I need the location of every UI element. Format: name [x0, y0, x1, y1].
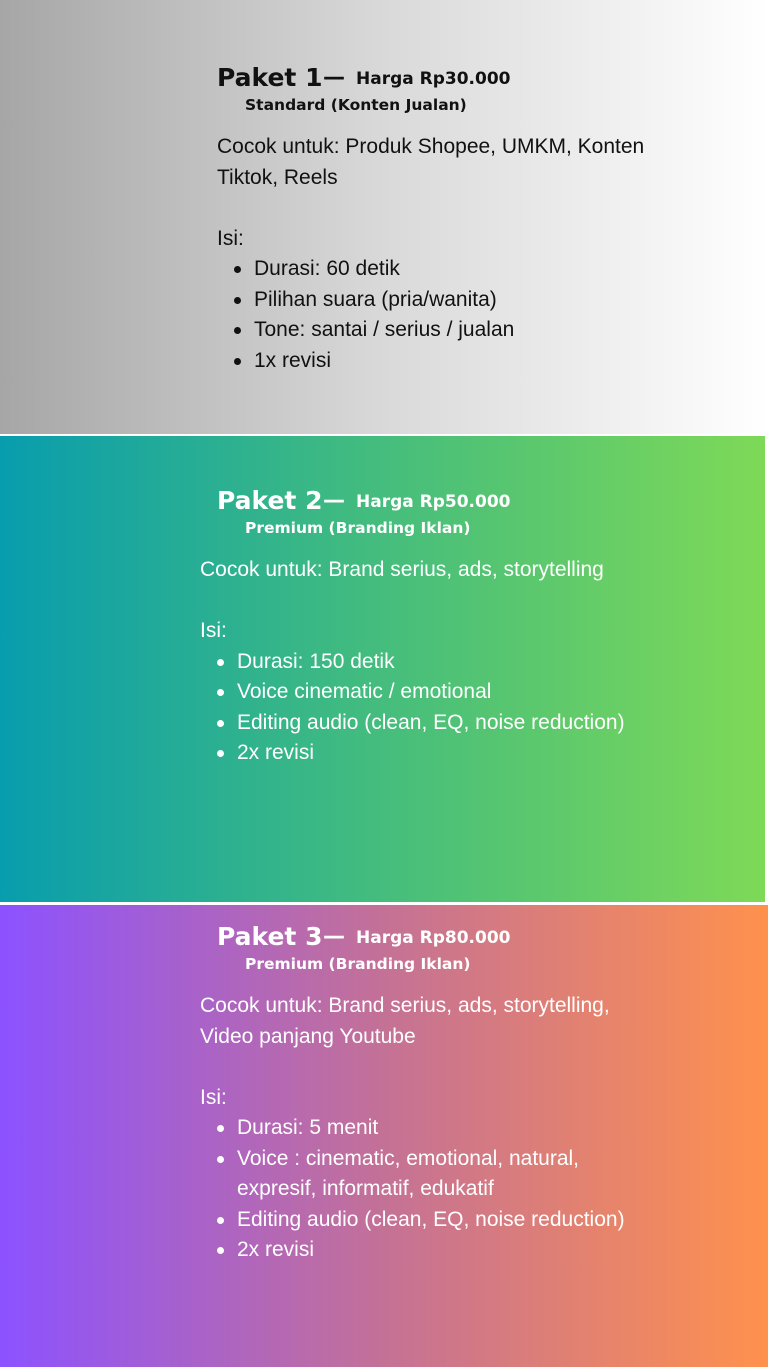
bullet-icon — [234, 266, 241, 273]
feature-text: Durasi: 60 detik — [254, 257, 400, 280]
feature-text: Voice cinematic / emotional — [237, 680, 492, 703]
bullet-icon — [217, 1217, 224, 1224]
package-heading — [217, 483, 640, 539]
contents-label: Isi: — [200, 1085, 227, 1109]
feature-item — [254, 315, 657, 346]
package-tier: Standard (Konten Jualan) — [245, 96, 467, 114]
feature-text: Voice : cinematic, emotional, natural, expresif, informatif, edukatif — [237, 1146, 580, 1200]
package-name: Paket 1 — [217, 63, 323, 92]
feature-text: Editing audio (clean, EQ, noise reduction) — [237, 1207, 625, 1231]
feature-list — [217, 254, 657, 376]
feature-item — [237, 677, 640, 708]
feature-item — [237, 1113, 640, 1144]
package-name: Paket 2 — [217, 486, 323, 515]
feature-text: Pilihan suara (pria/wanita) — [254, 287, 497, 311]
feature-item — [254, 346, 657, 377]
bullet-icon — [234, 358, 241, 365]
package-tier: Premium (Branding Iklan) — [245, 955, 471, 973]
bullet-icon — [217, 750, 224, 757]
suitable-for-text: Cocok untuk: Brand serius, ads, storytelling, Video panjang Youtube — [200, 994, 610, 1048]
package-heading — [217, 919, 640, 975]
bullet-icon — [217, 1156, 224, 1163]
package-price: Harga Rp80.000 — [356, 928, 511, 948]
package-price: Harga Rp50.000 — [356, 492, 511, 512]
package-content — [200, 483, 640, 769]
bullet-icon — [217, 720, 224, 727]
feature-item — [237, 708, 640, 739]
feature-text: Editing audio (clean, EQ, noise reduction) — [237, 710, 625, 734]
bullet-icon — [217, 689, 224, 696]
feature-item — [254, 254, 657, 285]
bullet-icon — [217, 1125, 224, 1132]
feature-text: Durasi: 150 detik — [237, 649, 395, 673]
suitable-for-text: Cocok untuk: Produk Shopee, UMKM, Konten Tiktok, Reels — [217, 135, 645, 189]
feature-text: Tone: santai / serius / jualan — [254, 318, 515, 341]
heading-dash: — — [323, 924, 345, 949]
bullet-icon — [234, 327, 241, 334]
heading-dash: — — [323, 488, 345, 513]
feature-item — [237, 1235, 640, 1266]
feature-item — [237, 738, 640, 769]
suitable-for-text: Cocok untuk: Brand serius, ads, storytelling — [200, 558, 604, 581]
package-name: Paket 3 — [217, 922, 323, 951]
package-card-3 — [0, 905, 768, 1367]
feature-list — [200, 1113, 640, 1266]
package-content — [200, 919, 640, 1266]
bullet-icon — [217, 659, 224, 666]
package-card-1 — [0, 0, 768, 434]
bullet-icon — [217, 1247, 224, 1254]
feature-text: 2x revisi — [237, 1238, 315, 1261]
heading-dash: — — [323, 65, 345, 90]
feature-item — [237, 1205, 640, 1236]
package-tier: Premium (Branding Iklan) — [245, 519, 471, 537]
package-card-2 — [0, 436, 765, 902]
feature-text: 2x revisi — [237, 741, 315, 764]
package-content — [217, 60, 657, 376]
feature-list — [200, 647, 640, 769]
bullet-icon — [234, 297, 241, 304]
feature-item — [254, 285, 657, 316]
feature-text: 1x revisi — [254, 348, 332, 372]
package-heading — [217, 60, 657, 116]
feature-item — [237, 1144, 640, 1205]
feature-item — [237, 647, 640, 678]
contents-label: Isi: — [200, 619, 227, 642]
package-price: Harga Rp30.000 — [356, 69, 511, 89]
contents-label: Isi: — [217, 226, 244, 250]
feature-text: Durasi: 5 menit — [237, 1116, 379, 1139]
